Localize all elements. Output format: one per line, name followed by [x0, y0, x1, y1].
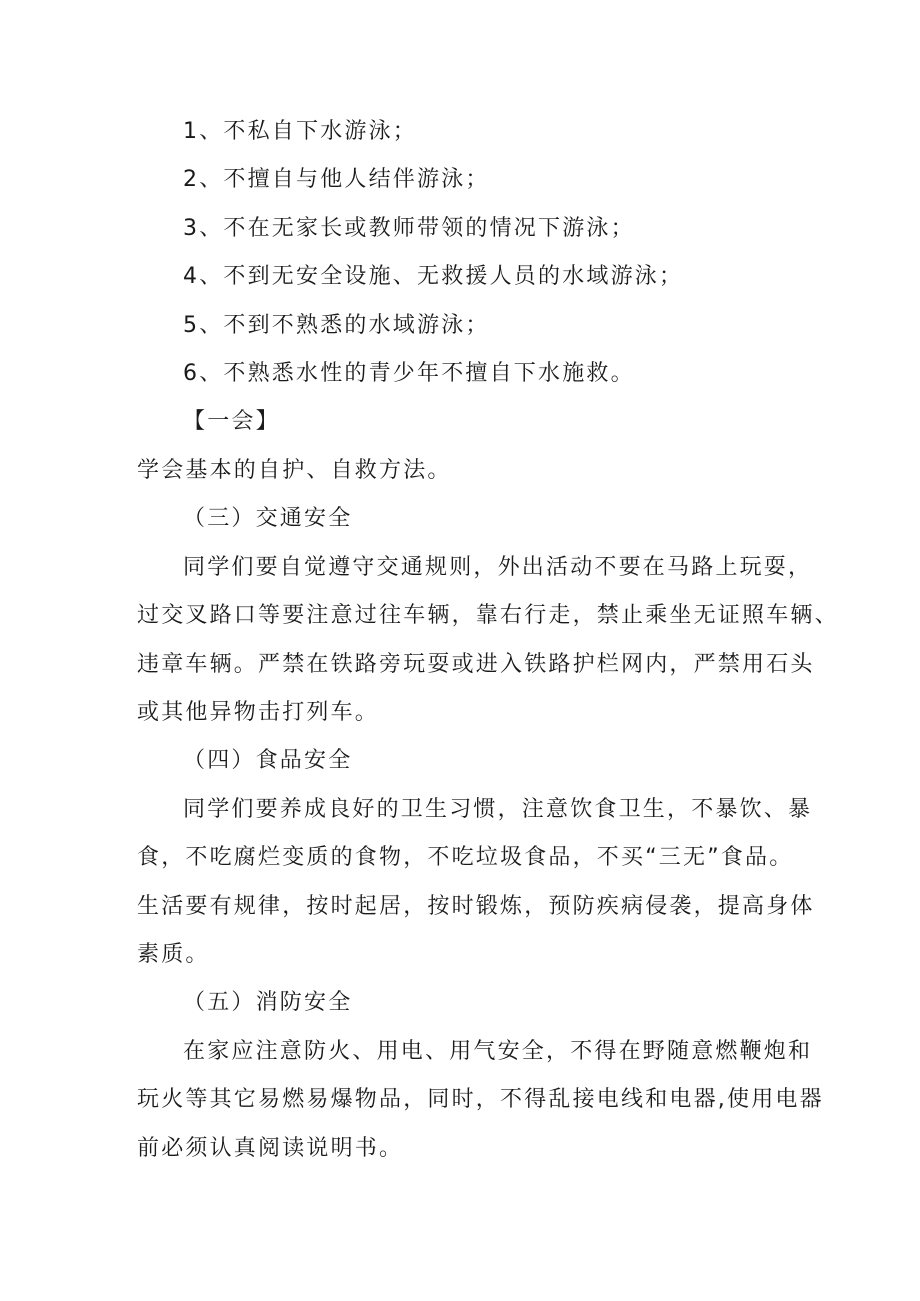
traffic-paragraph-line: 过交叉路口等要注意过往车辆，靠右行走，禁止乘坐无证照车辆、	[137, 603, 839, 628]
rule-item: 4、不到无安全设施、无救援人员的水域游泳；	[183, 264, 684, 289]
food-heading: （四）食品安全	[183, 748, 353, 773]
rule-item: 6、不熟悉水性的青少年不擅自下水施救。	[183, 361, 635, 386]
traffic-paragraph-line: 或其他异物击打列车。	[137, 700, 380, 725]
traffic-paragraph-line: 违章车辆。严禁在铁路旁玩耍或进入铁路护栏网内，严禁用石头	[137, 652, 815, 677]
yihui-heading: 【一会】	[183, 409, 280, 434]
traffic-heading: （三）交通安全	[183, 506, 353, 531]
rule-item: 1、不私自下水游泳；	[183, 119, 417, 144]
fire-paragraph-line: 在家应注意防火、用电、用气安全，不得在野随意燃鞭炮和	[183, 1039, 813, 1064]
traffic-paragraph-line: 同学们要自觉遵守交通规则，外出活动不要在马路上玩耍，	[183, 555, 813, 580]
rule-item: 3、不在无家长或教师带领的情况下游泳；	[183, 216, 635, 241]
food-paragraph-line: 素质。	[137, 942, 210, 967]
fire-paragraph-line: 前必须认真阅读说明书。	[137, 1136, 404, 1161]
fire-paragraph-line: 玩火等其它易燃易爆物品，同时，不得乱接电线和电器,使用电器	[137, 1087, 824, 1112]
rule-item: 5、不到不熟悉的水域游泳；	[183, 313, 490, 338]
rule-item: 2、不擅自与他人结伴游泳；	[183, 167, 490, 192]
fire-heading: （五）消防安全	[183, 990, 353, 1015]
food-paragraph-line: 食，不吃腐烂变质的食物，不吃垃圾食品，不买“三无”食品。	[137, 845, 794, 870]
yihui-text: 学会基本的自护、自救方法。	[137, 458, 452, 483]
food-paragraph-line: 生活要有规律，按时起居，按时锻炼，预防疾病侵袭，提高身体	[137, 894, 815, 919]
food-paragraph-line: 同学们要养成良好的卫生习惯，注意饮食卫生，不暴饮、暴	[183, 797, 813, 822]
